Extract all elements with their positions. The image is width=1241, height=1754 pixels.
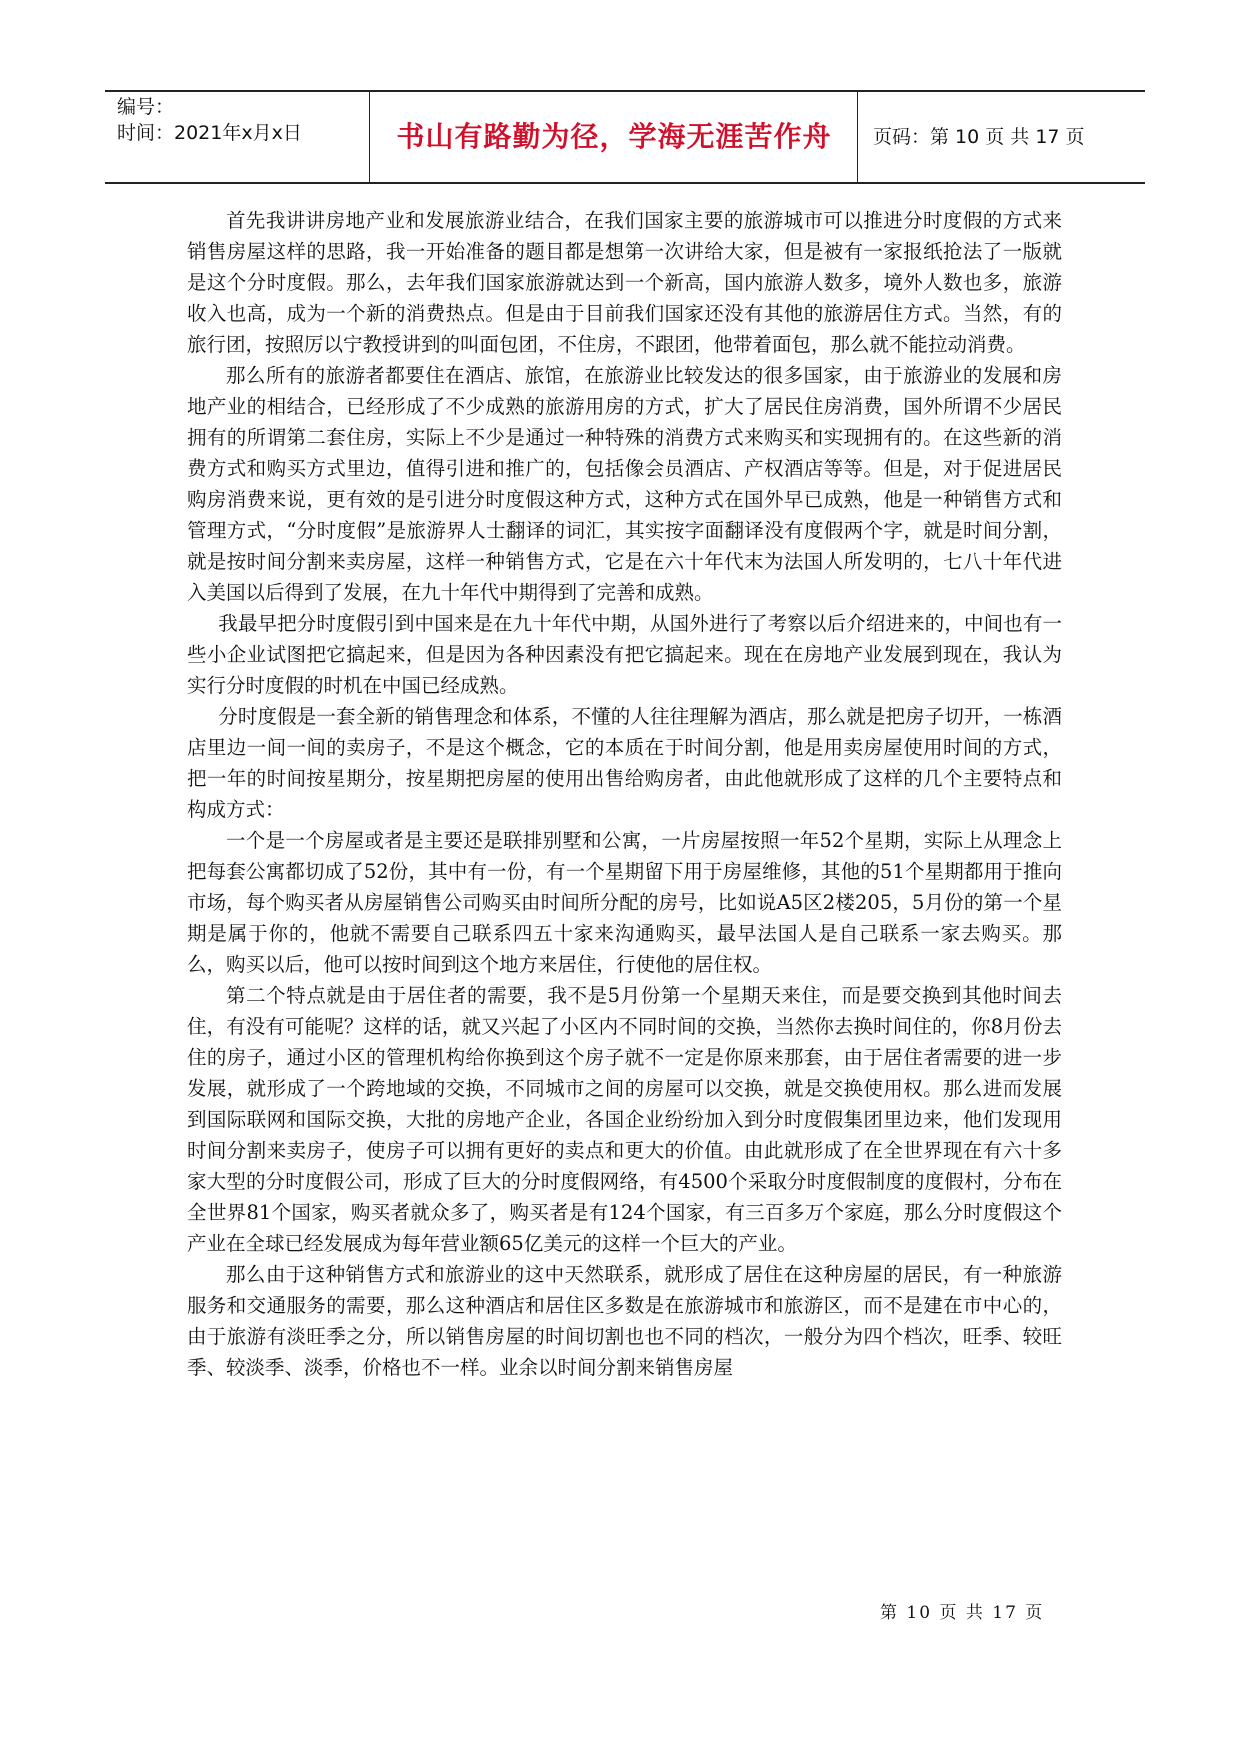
page-footer: 第 10 页 共 17 页 bbox=[880, 1603, 1045, 1623]
paragraph: 首先我讲讲房地产业和发展旅游业结合，在我们国家主要的旅游城市可以推进分时度假的方式来销售房屋这样的思路，我一开始准备的题目都是想第一次讲给大家，但是被有一家报纸抢法了一版就是这个分时度假。那么，去年我们国家旅游就达到一个新高，国内旅游人数多，境外人数也多，旅游收入也高，成为一个新的消费热点。但是由于目前我们国家还没有其他的旅游居住方式。当然，有的旅行团，按照厉以宁教授讲到的叫面包团，不住房，不跟团，他带着面包，那么就不能拉动消费。 bbox=[187, 209, 1062, 356]
header-divider bbox=[369, 92, 370, 182]
paragraph: 第二个特点就是由于居住者的需要，我不是5月份第一个星期天来住，而是要交换到其他时间去住，有没有可能呢？这样的话，就又兴起了小区内不同时间的交换，当然你去换时间住的，你8月份去住的房子，通过小区的管理机构给你换到这个房子就不一定是你原来那套，由于居住者需要的进一步发展，就形成了一个跨地域的交换，不同城市之间的房屋可以交换，就是交换使用权。那么进而发展到国际联网和国际交换，大批的房地产企业，各国企业纷纷加入到分时度假集团里边来，他们发现用时间分割来卖房子，使房子可以拥有更好的卖点和更大的价值。由此就形成了在全世界现在有六十多家大型的分时度假公司，形成了巨大的分时度假网络，有4500个采取分时度假制度的度假村，分布在全世界81个国家，购买者就众多了，购买者是有124个国家，有三百多万个家庭，那么分时度假这个产业在全球已经发展成为每年营业额65亿美元的这样一个巨大的产业。 bbox=[187, 984, 1062, 1255]
document-time-label: 时间：2021年x月x日 bbox=[117, 122, 302, 144]
paragraph: 我最早把分时度假引到中国来是在九十年代中期，从国外进行了考察以后介绍进来的，中间也有一些小企业试图把它搞起来，但是因为各种因素没有把它搞起来。现在在房地产业发展到现在，我认为实行分时度假的时机在中国已经成熟。 bbox=[187, 612, 1062, 697]
paragraph: 一个是一个房屋或者是主要还是联排别墅和公寓，一片房屋按照一年52个星期，实际上从理念上把每套公寓都切成了52份，其中有一份，有一个星期留下用于房屋维修，其他的51个星期都用于推向市场，每个购买者从房屋销售公司购买由时间所分配的房号，比如说A5区2楼205，5月份的第一个星期是属于你的，他就不需要自己联系四五十家来沟通购买，最早法国人是自己联系一家去购买。那么，购买以后，他可以按时间到这个地方来居住，行使他的居住权。 bbox=[187, 829, 1062, 976]
body-text bbox=[187, 205, 1062, 1383]
page-header bbox=[105, 90, 1145, 184]
header-divider bbox=[857, 92, 858, 182]
header-page-code: 页码：第 10 页 共 17 页 bbox=[873, 126, 1085, 148]
header-meta bbox=[117, 94, 375, 146]
header-motto: 书山有路勤为径，学海无涯苦作舟 bbox=[396, 120, 832, 153]
paragraph: 那么所有的旅游者都要住在酒店、旅馆，在旅游业比较发达的很多国家，由于旅游业的发展和房地产业的相结合，已经形成了不少成熟的旅游用房的方式，扩大了居民住房消费，国外所谓不少居民拥有的所谓第二套住房，实际上不少是通过一种特殊的消费方式来购买和实现拥有的。在这些新的消费方式和购买方式里边，值得引进和推广的，包括像会员酒店、产权酒店等等。但是，对于促进居民购房消费来说，更有效的是引进分时度假这种方式，这种方式在国外早已成熟，他是一种销售方式和管理方式，“分时度假”是旅游界人士翻译的词汇，其实按字面翻译没有度假两个字，就是时间分割，就是按时间分割来卖房屋，这样一种销售方式，它是在六十年代末为法国人所发明的，七八十年代进入美国以后得到了发展，在九十年代中期得到了完善和成熟。 bbox=[187, 364, 1062, 604]
paragraph: 那么由于这种销售方式和旅游业的这中天然联系，就形成了居住在这种房屋的居民，有一种旅游服务和交通服务的需要，那么这种酒店和居住区多数是在旅游城市和旅游区，而不是建在市中心的，由于旅游有淡旺季之分，所以销售房屋的时间切割也也不同的档次，一般分为四个档次，旺季、较旺季、较淡季、淡季，价格也不一样。业余以时间分割来销售房屋 bbox=[187, 1263, 1062, 1379]
document-number-label: 编号： bbox=[117, 96, 175, 118]
paragraph: 分时度假是一套全新的销售理念和体系，不懂的人往往理解为酒店，那么就是把房子切开，一栋酒店里边一间一间的卖房子，不是这个概念，它的本质在于时间分割，他是用卖房屋使用时间的方式，把一年的时间按星期分，按星期把房屋的使用出售给购房者，由此他就形成了这样的几个主要特点和构成方式： bbox=[187, 705, 1062, 821]
